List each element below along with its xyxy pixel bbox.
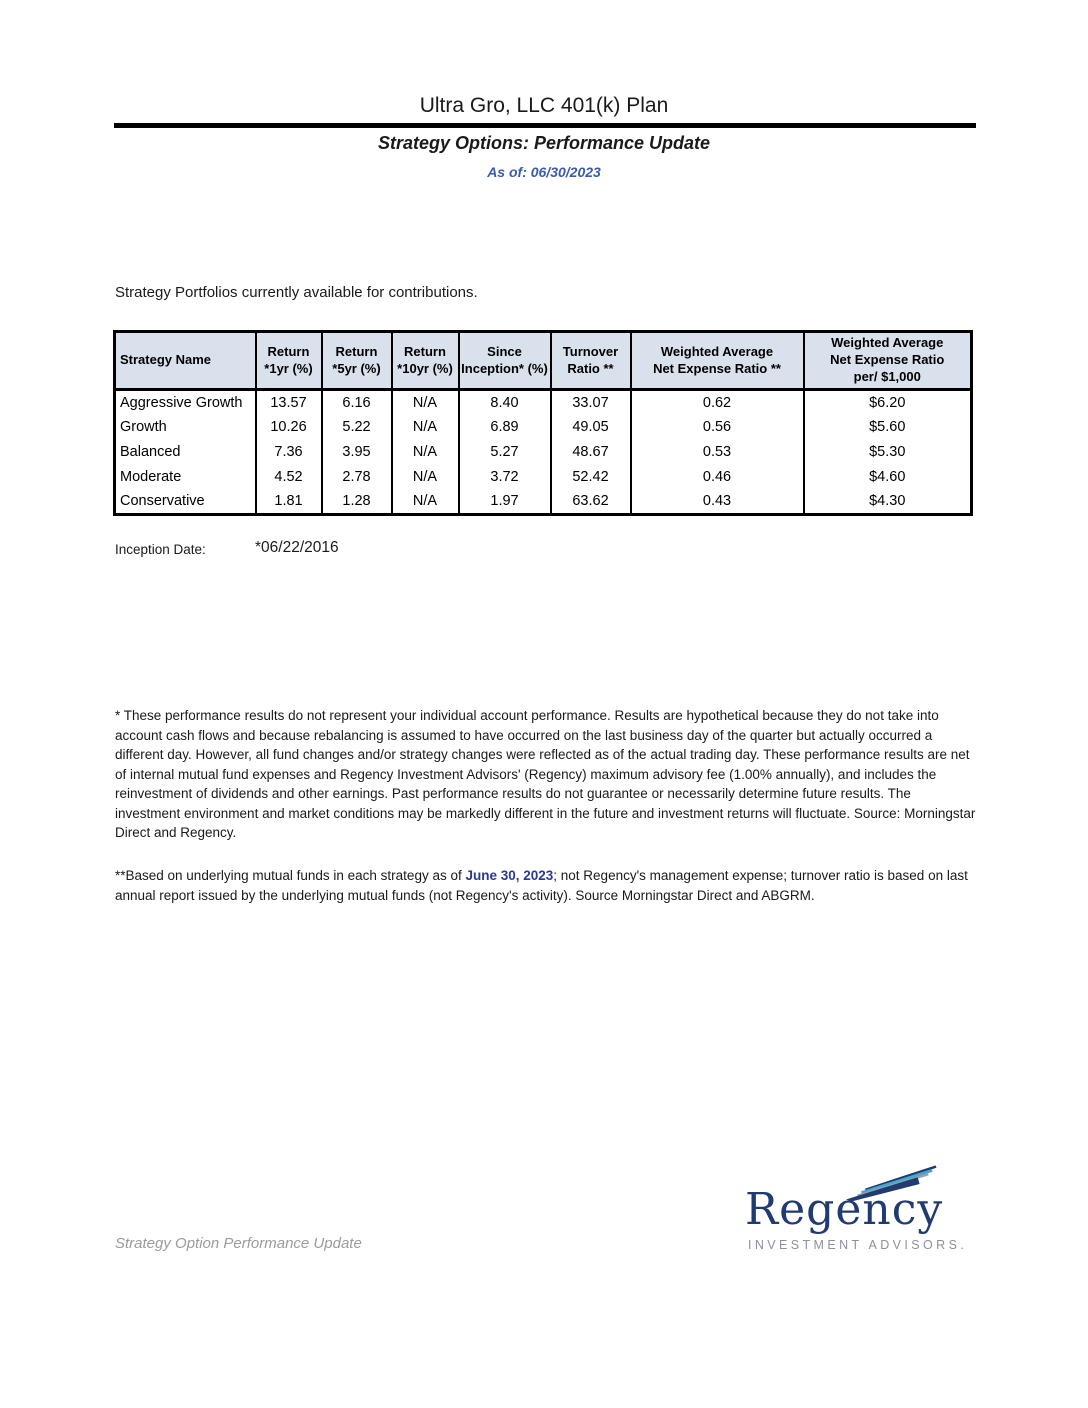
turnover-ratio-cell: 52.42 <box>551 465 631 490</box>
regency-logo <box>743 1160 978 1260</box>
return-10yr-cell: N/A <box>392 390 459 415</box>
waner-per-1000-cell: $5.60 <box>804 415 972 440</box>
strategy-name-cell: Balanced <box>115 440 256 465</box>
turnover-ratio-cell: 33.07 <box>551 390 631 415</box>
turnover-ratio-cell: 49.05 <box>551 415 631 440</box>
footnote2-text-after: ; not Regency's management expense; turnover ratio is based on last annual report issued by the underlying mutual funds (not Regency's activity). Source Morningstar Direct and ABGRM. <box>115 868 968 903</box>
waner-cell: 0.62 <box>631 390 804 415</box>
since-inception-cell: 6.89 <box>459 415 551 440</box>
footer-document-title: Strategy Option Performance Update <box>115 1235 362 1252</box>
return-1yr-cell: 7.36 <box>256 440 322 465</box>
waner-cell: 0.53 <box>631 440 804 465</box>
since-inception-cell: 3.72 <box>459 465 551 490</box>
return-10yr-cell: N/A <box>392 440 459 465</box>
since-inception-cell: 8.40 <box>459 390 551 415</box>
return-10yr-cell: N/A <box>392 490 459 515</box>
page-title: Ultra Gro, LLC 401(k) Plan <box>419 94 669 117</box>
footnote2-text-before: **Based on underlying mutual funds in each strategy as of <box>115 868 466 883</box>
waner-per-1000-cell: $6.20 <box>804 390 972 415</box>
header-since-inception: Since Inception* (%) <box>459 332 551 390</box>
header-return-5yr: Return *5yr (%) <box>322 332 392 390</box>
intro-text: Strategy Portfolios currently available for contributions. <box>115 284 478 301</box>
waner-per-1000-cell: $4.60 <box>804 465 972 490</box>
logo-tagline: INVESTMENT ADVISORS. <box>748 1238 968 1252</box>
inception-date-label: Inception Date: <box>115 542 206 557</box>
header-weighted-avg-ner: Weighted Average Net Expense Ratio ** <box>631 332 804 390</box>
since-inception-cell: 1.97 <box>459 490 551 515</box>
return-10yr-cell: N/A <box>392 465 459 490</box>
header-return-10yr: Return *10yr (%) <box>392 332 459 390</box>
footnote2-date: June 30, 2023 <box>465 868 554 883</box>
return-5yr-cell: 3.95 <box>322 440 392 465</box>
strategy-name-cell: Moderate <box>115 465 256 490</box>
strategy-name-cell: Conservative <box>115 490 256 515</box>
return-1yr-cell: 10.26 <box>256 415 322 440</box>
footnote-underlying-funds <box>115 866 977 905</box>
table-row <box>115 440 972 465</box>
return-5yr-cell: 6.16 <box>322 390 392 415</box>
return-1yr-cell: 4.52 <box>256 465 322 490</box>
header-strategy-name: Strategy Name <box>115 332 256 390</box>
logo-wordmark: Regency <box>745 1184 944 1235</box>
header-weighted-avg-ner-per-1000: Weighted Average Net Expense Ratio per/ $1,000 <box>804 332 972 390</box>
return-1yr-cell: 13.57 <box>256 390 322 415</box>
return-5yr-cell: 2.78 <box>322 465 392 490</box>
performance-table <box>113 330 973 516</box>
header-turnover-ratio: Turnover Ratio ** <box>551 332 631 390</box>
waner-cell: 0.56 <box>631 415 804 440</box>
waner-cell: 0.43 <box>631 490 804 515</box>
return-10yr-cell: N/A <box>392 415 459 440</box>
waner-per-1000-cell: $5.30 <box>804 440 972 465</box>
turnover-ratio-cell: 48.67 <box>551 440 631 465</box>
footnote-performance-disclaimer: * These performance results do not represent your individual account performance. Results are hypothetical because they do not take into account cash flows and because rebalancing is assumed to have occurred on the last business day of the quarter but actually occurred a different day. However, all fund changes and/or strategy changes were reflected as of the actual trading day. These performance results are net of internal mutual fund expenses and Regency Investment Advisors' (Regency) maximum advisory fee (1.00% annually), and includes the reinvestment of dividends and other earnings. Past performance results do not guarantee or necessarily determine future results. The investment environment and market conditions may be markedly different in the future and investment returns will fluctuate. Source: Morningstar Direct and Regency. <box>115 708 976 840</box>
table-header-row <box>115 332 972 390</box>
since-inception-cell: 5.27 <box>459 440 551 465</box>
waner-per-1000-cell: $4.30 <box>804 490 972 515</box>
strategy-name-cell: Growth <box>115 415 256 440</box>
strategy-name-cell: Aggressive Growth <box>115 390 256 415</box>
title-divider-rule <box>114 123 976 128</box>
as-of-date: As of: 06/30/2023 <box>487 164 601 180</box>
waner-cell: 0.46 <box>631 465 804 490</box>
return-5yr-cell: 5.22 <box>322 415 392 440</box>
header-return-1yr: Return *1yr (%) <box>256 332 322 390</box>
table-row <box>115 490 972 515</box>
table-row <box>115 390 972 415</box>
turnover-ratio-cell: 63.62 <box>551 490 631 515</box>
return-1yr-cell: 1.81 <box>256 490 322 515</box>
table-row <box>115 465 972 490</box>
table-row <box>115 415 972 440</box>
page-subtitle: Strategy Options: Performance Update <box>377 133 711 153</box>
inception-date-value: *06/22/2016 <box>255 539 339 556</box>
return-5yr-cell: 1.28 <box>322 490 392 515</box>
